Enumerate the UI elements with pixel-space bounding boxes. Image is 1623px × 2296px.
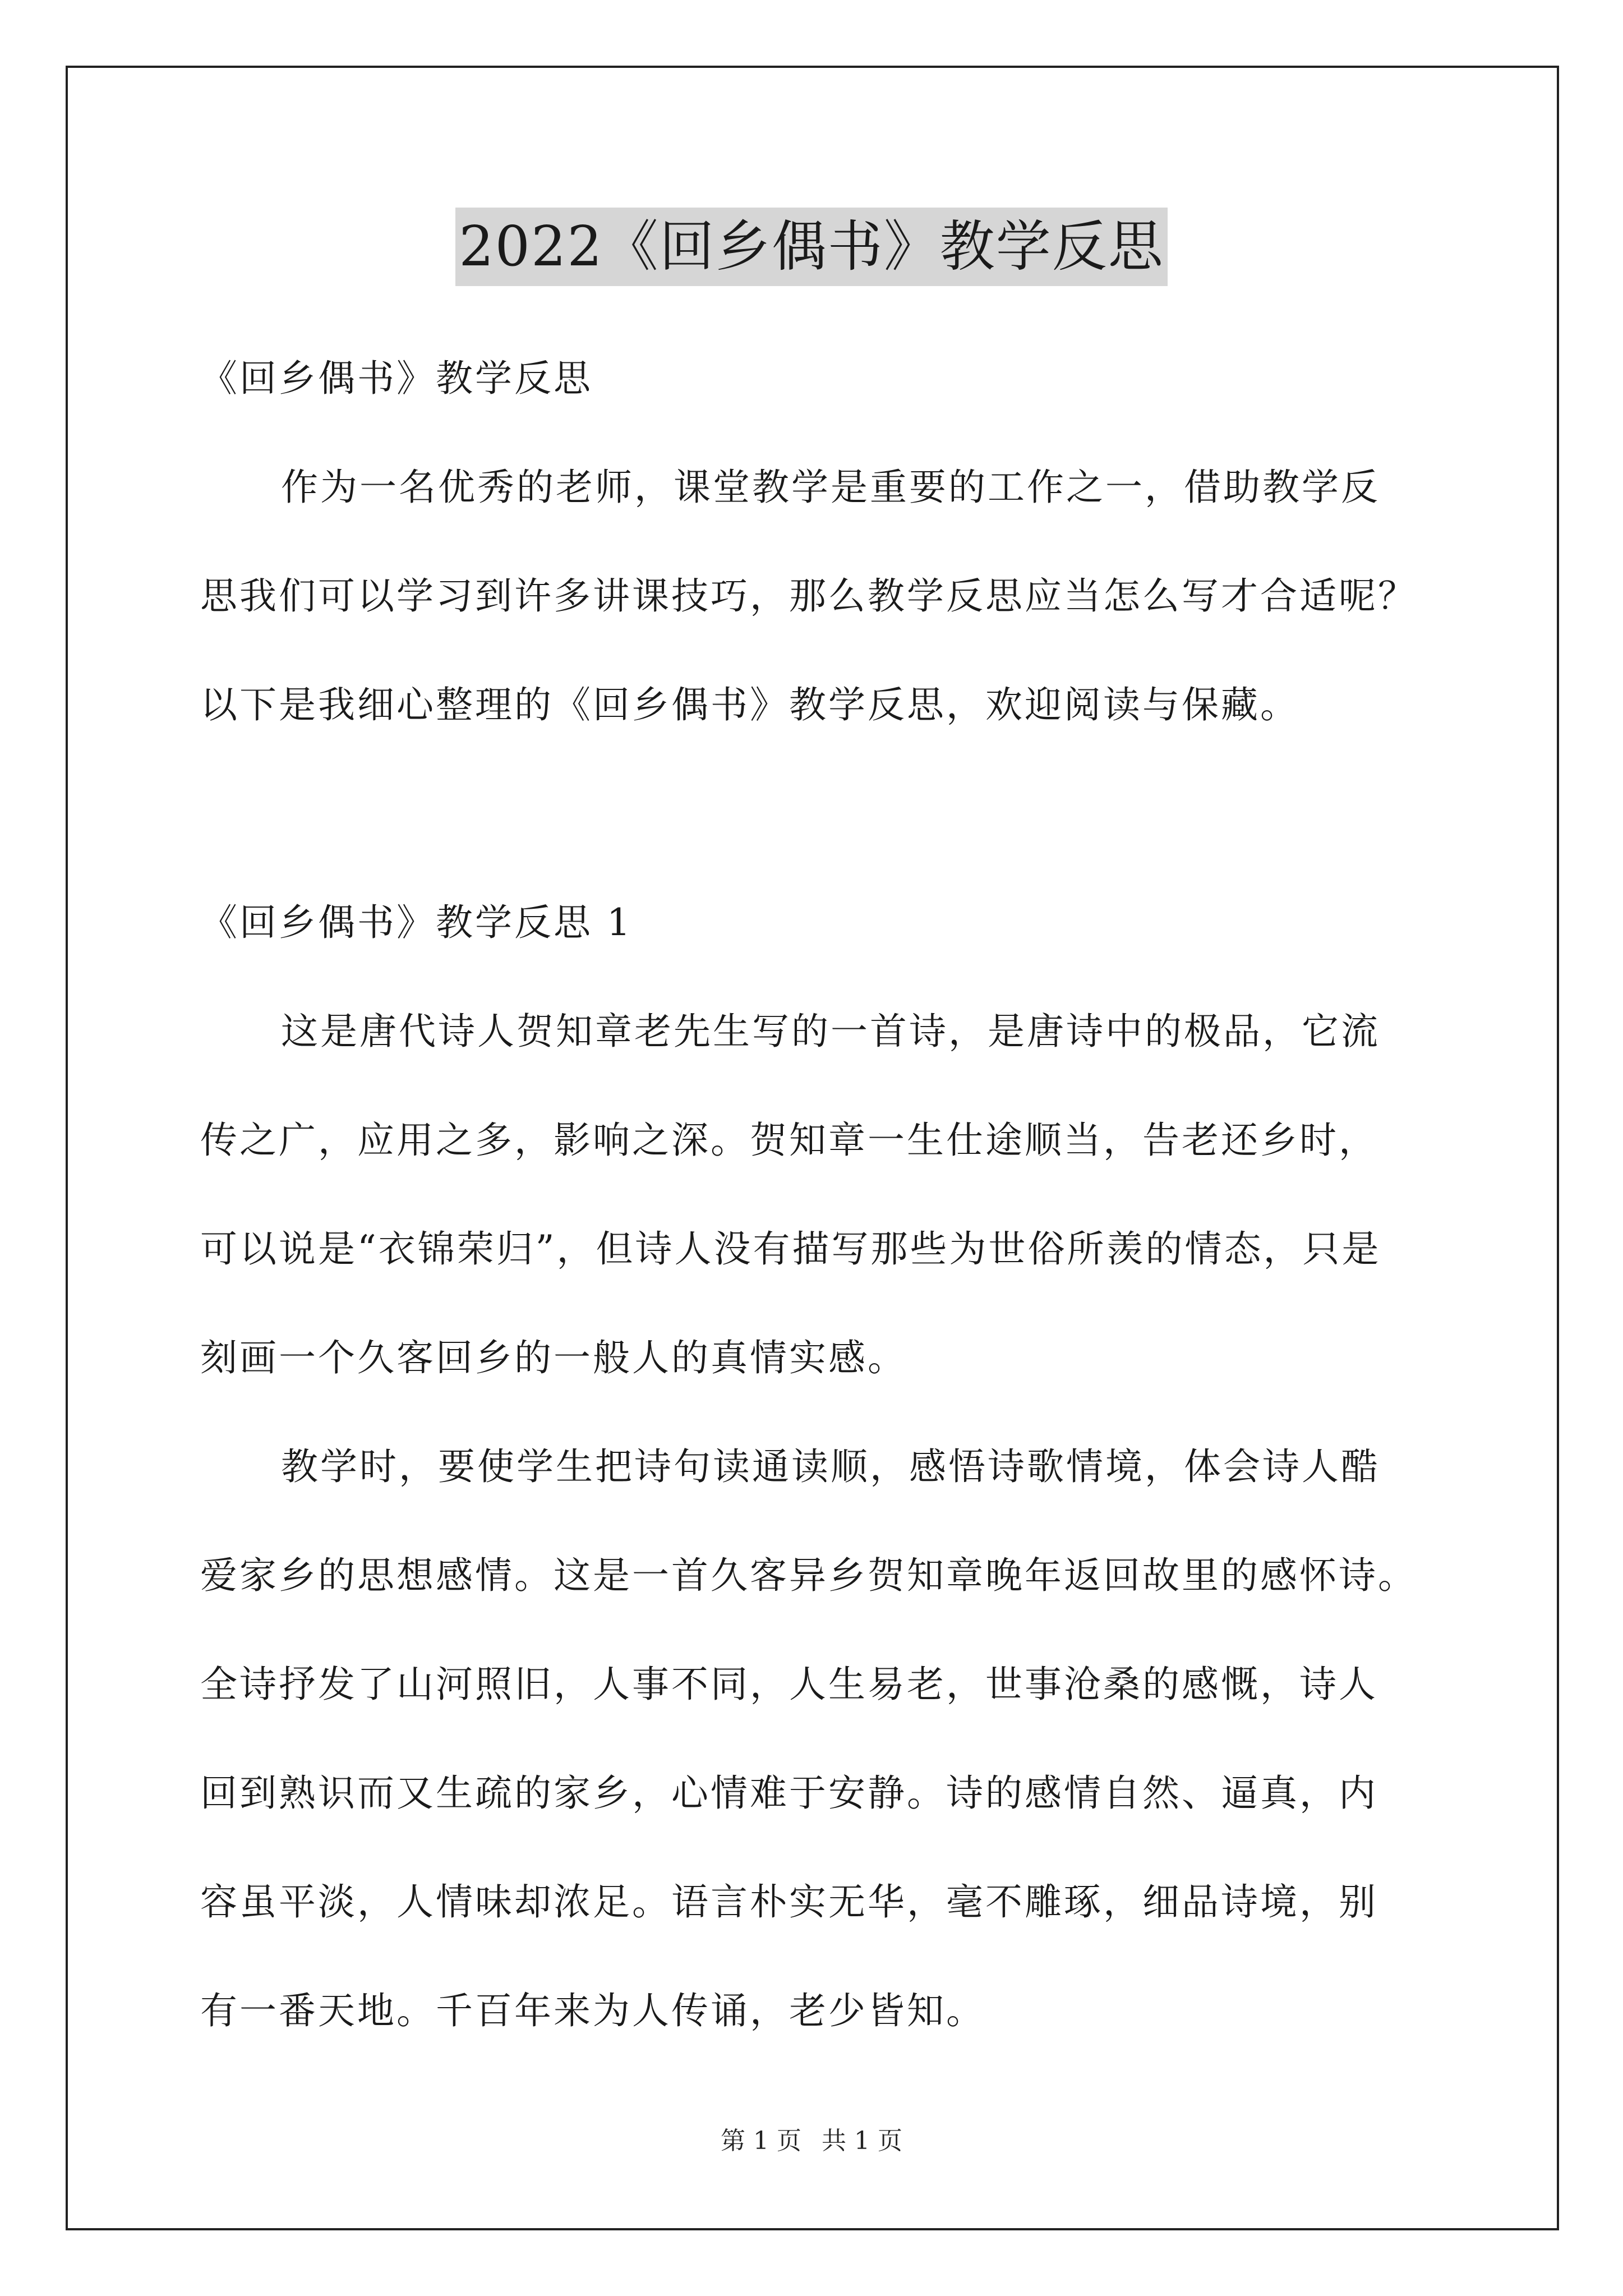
document-body — [200, 345, 1428, 2086]
paragraph-line: 爱家乡的思想感情。这是一首久客异乡贺知章晚年返回故里的感怀诗。 — [200, 1554, 1417, 1597]
paragraph-line: 传之广，应用之多，影响之深。贺知章一生仕途顺当，告老还乡时， — [200, 1119, 1378, 1162]
paragraph-line: 可以说是“衣锦荣归”，但诗人没有描写那些为世俗所羡的情态，只是 — [200, 1227, 1381, 1271]
intro-heading: 《回乡偶书》教学反思 — [200, 357, 593, 400]
paragraph-line: 教学时，要使学生把诗句读通读顺，感悟诗歌情境，体会诗人酷 — [281, 1445, 1380, 1488]
title-container — [0, 208, 1623, 286]
paragraph-line: 刻画一个久客回乡的一般人的真情实感。 — [200, 1336, 907, 1379]
page-footer — [0, 2120, 1623, 2156]
paragraph-line: 这是唐代诗人贺知章老先生写的一首诗，是唐诗中的极品，它流 — [281, 1010, 1380, 1053]
intro-line: 思我们可以学习到许多讲课技巧，那么教学反思应当怎么写才合适呢？ — [200, 574, 1417, 618]
paragraph-line: 有一番天地。千百年来为人传诵，老少皆知。 — [200, 1989, 985, 2032]
intro-line: 作为一名优秀的老师，课堂教学是重要的工作之一，借助教学反 — [281, 466, 1380, 509]
intro-line: 以下是我细心整理的《回乡偶书》教学反思，欢迎阅读与保藏。 — [200, 683, 1299, 726]
section-heading: 《回乡偶书》教学反思 1 — [200, 901, 633, 944]
paragraph-line: 全诗抒发了山河照旧，人事不同，人生易老，世事沧桑的感慨，诗人 — [200, 1663, 1378, 1706]
spacer — [200, 780, 1428, 889]
page-number: 第 1 页 — [721, 2127, 801, 2155]
document-title: 2022《回乡偶书》教学反思 — [455, 208, 1167, 286]
paragraph-line: 容虽平淡，人情味却浓足。语言朴实无华，毫不雕琢，细品诗境，别 — [200, 1880, 1378, 1924]
paragraph-line: 回到熟识而又生疏的家乡，心情难于安静。诗的感情自然、逼真，内 — [200, 1772, 1378, 1815]
page-total: 共 1 页 — [822, 2127, 902, 2155]
